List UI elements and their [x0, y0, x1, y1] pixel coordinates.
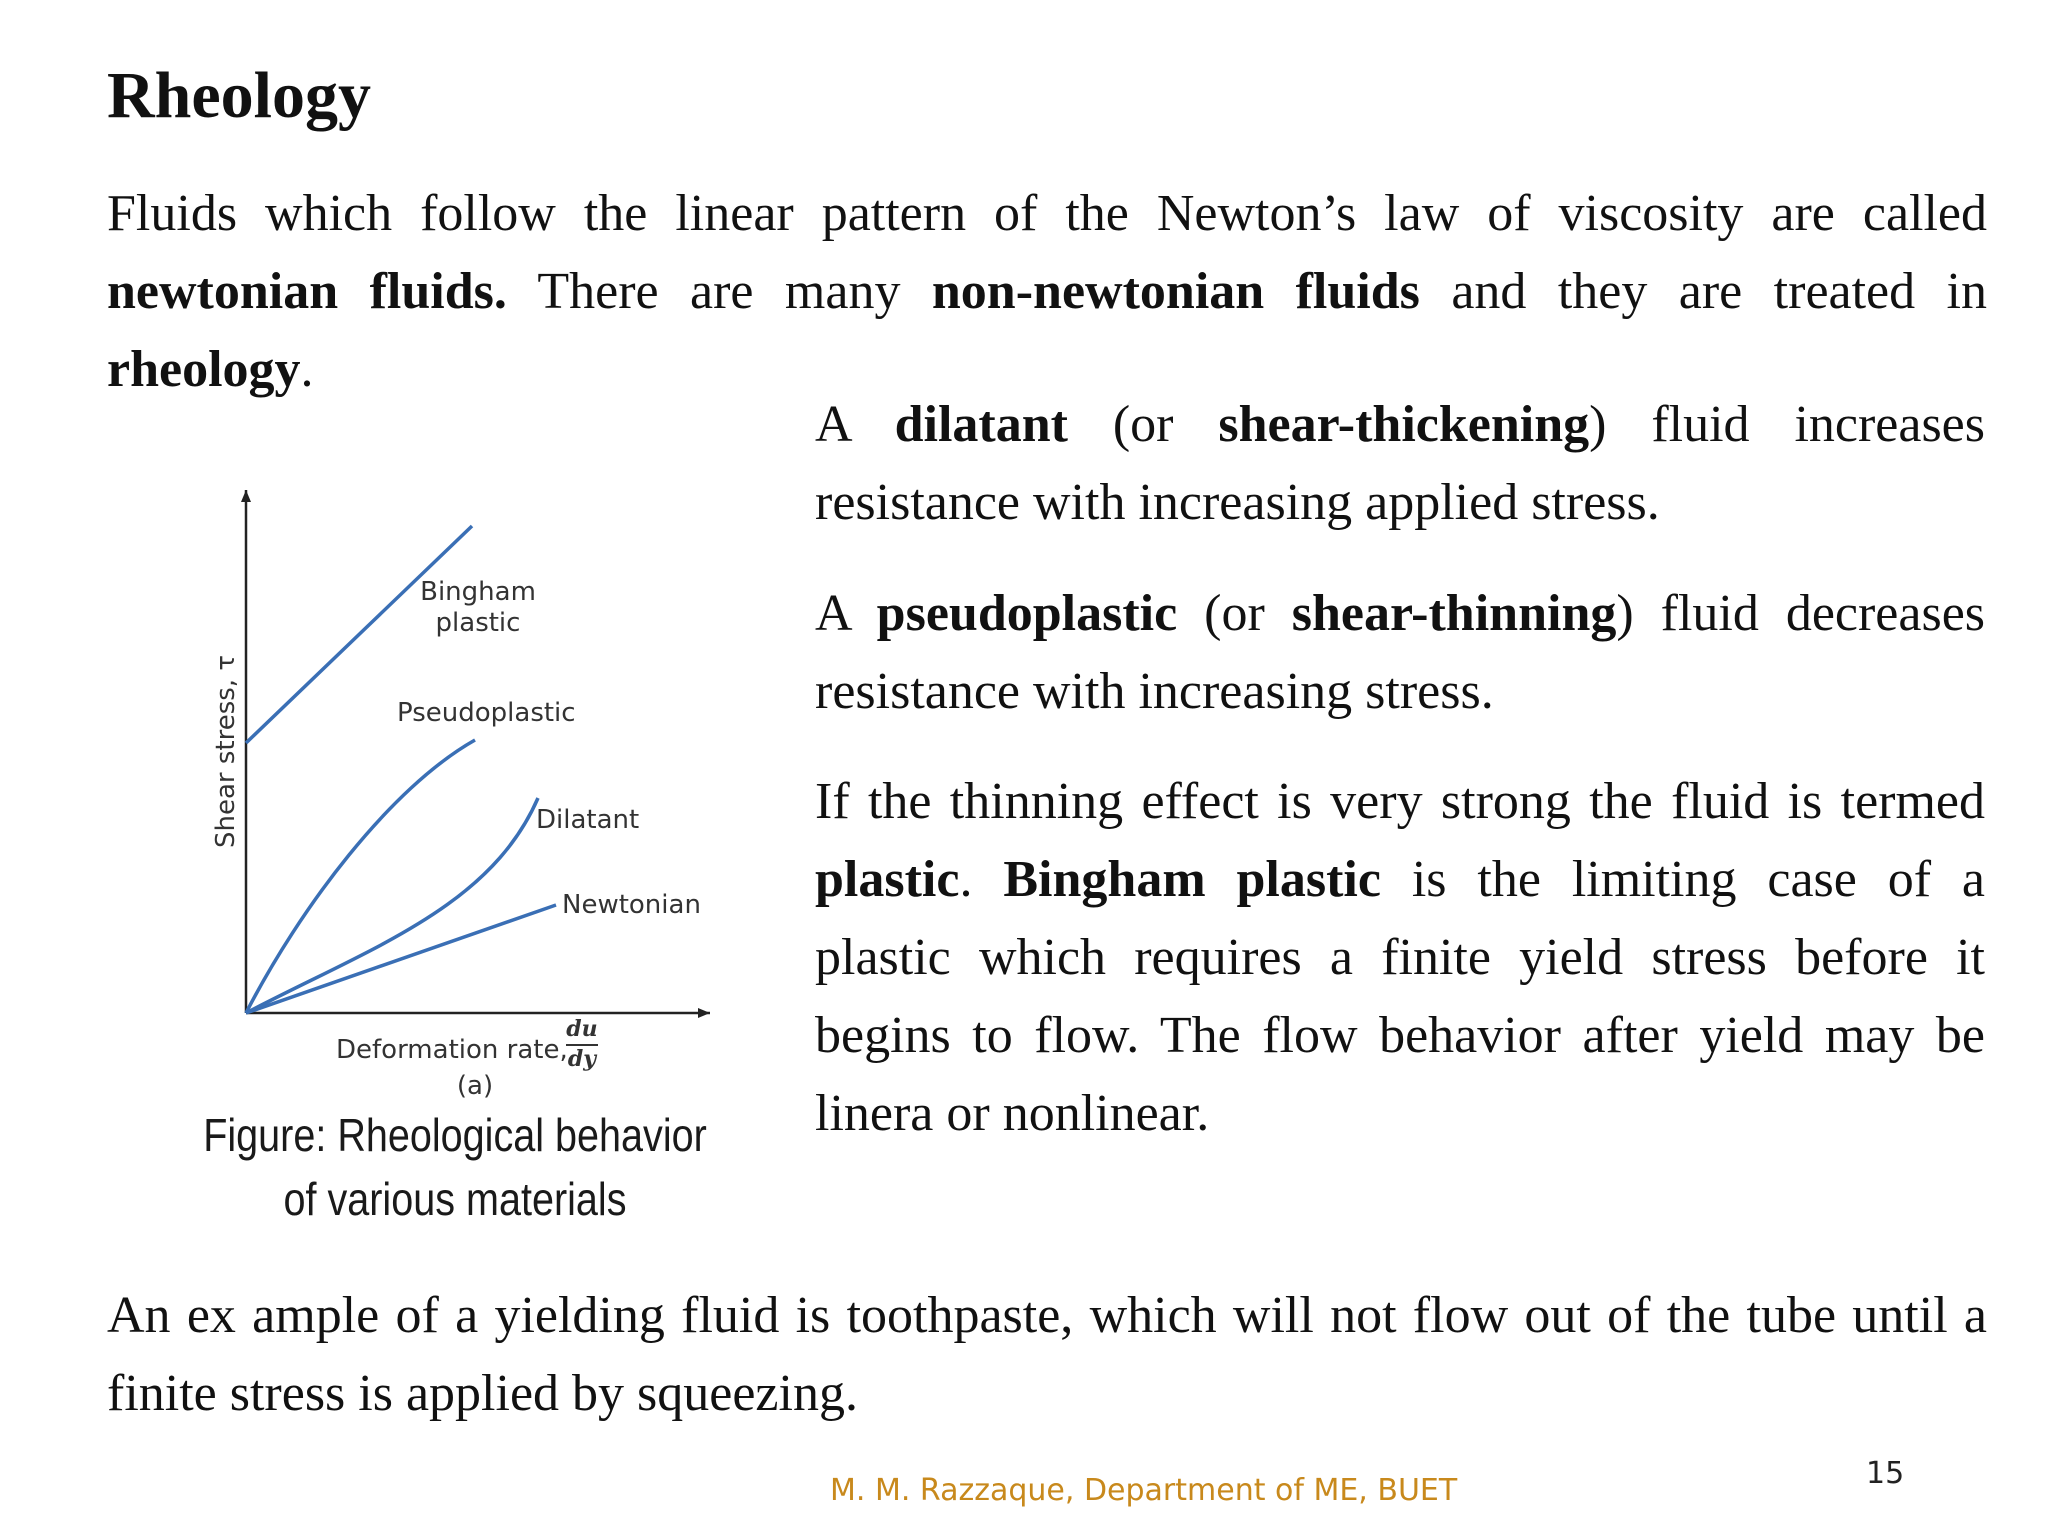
dilatant-text-3: ) fluid increases resistance with increasing applied stress. — [815, 396, 1985, 531]
dilatant-paragraph — [815, 386, 1985, 542]
term-dilatant: dilatant — [894, 396, 1068, 453]
plastic-text-1: If the thinning effect is very strong the fluid is termed — [815, 773, 1985, 830]
term-shear-thinning: shear-thinning — [1291, 585, 1617, 642]
bingham-label-line2: plastic — [435, 608, 521, 638]
x-axis-fraction-numerator: du — [566, 1016, 598, 1042]
x-axis-label: Deformation rate, — [336, 1035, 568, 1065]
pseudoplastic-label: Pseudoplastic — [397, 698, 576, 728]
term-plastic: plastic — [815, 851, 960, 908]
dilatant-text-1: A — [815, 396, 895, 453]
intro-paragraph — [107, 175, 1987, 409]
term-shear-thickening: shear-thickening — [1218, 396, 1590, 453]
newtonian-curve — [246, 905, 556, 1013]
dilatant-label: Dilatant — [536, 805, 640, 835]
dilatant-curve — [246, 798, 538, 1013]
x-axis-fraction-denominator: dy — [567, 1046, 597, 1072]
figure-caption-line1: Figure: Rheological behavior — [203, 1109, 707, 1161]
pseudoplastic-text-2: (or — [1177, 585, 1292, 642]
plastic-text-2: . — [959, 851, 1004, 908]
pseudoplastic-paragraph — [815, 575, 1985, 731]
page-number: 15 — [1866, 1456, 1905, 1491]
example-paragraph: An ex ample of a yielding fluid is toothpaste, which will not flow out of the tube until a finite stress is applied by squeezing. — [107, 1287, 1987, 1422]
term-bingham-plastic: Bingham plastic — [1003, 851, 1381, 908]
dilatant-text-2: (or — [1067, 396, 1219, 453]
newtonian-label: Newtonian — [562, 890, 701, 920]
page-title: Rheology — [107, 59, 371, 132]
bingham-label-line1: Bingham — [420, 577, 536, 607]
term-rheology: rheology — [107, 341, 301, 398]
intro-text-2: There are many — [506, 263, 932, 320]
rheology-figure — [190, 478, 750, 1098]
intro-text-1: Fluids which follow the linear pattern of the Newton’s law of viscosity are called — [107, 185, 1987, 242]
footer-credit: M. M. Razzaque, Department of ME, BUET — [830, 1473, 1458, 1508]
plastic-paragraph — [815, 763, 1985, 1153]
figure-caption — [176, 1103, 735, 1231]
figure-sublabel: (a) — [456, 1071, 494, 1098]
figure-caption-line2: of various materials — [283, 1173, 627, 1225]
term-newtonian-fluids: newtonian fluids. — [107, 263, 507, 320]
intro-text-3: and they are treated in — [1419, 263, 1987, 320]
intro-text-4: . — [300, 341, 314, 398]
rheology-diagram — [190, 478, 750, 1098]
term-non-newtonian-fluids: non-newtonian fluids — [931, 263, 1420, 320]
plastic-text-3: is the limiting case of a plastic which requires a finite yield stress before it begins to flow. The flow behavior after yield may be linera or nonlinear. — [815, 851, 1986, 1142]
pseudoplastic-text-1: A — [815, 585, 877, 642]
y-axis-label: Shear stress, τ — [211, 655, 241, 848]
term-pseudoplastic: pseudoplastic — [876, 585, 1178, 642]
pseudoplastic-text-3: ) fluid decreases resistance with increasing stress. — [815, 585, 1986, 720]
